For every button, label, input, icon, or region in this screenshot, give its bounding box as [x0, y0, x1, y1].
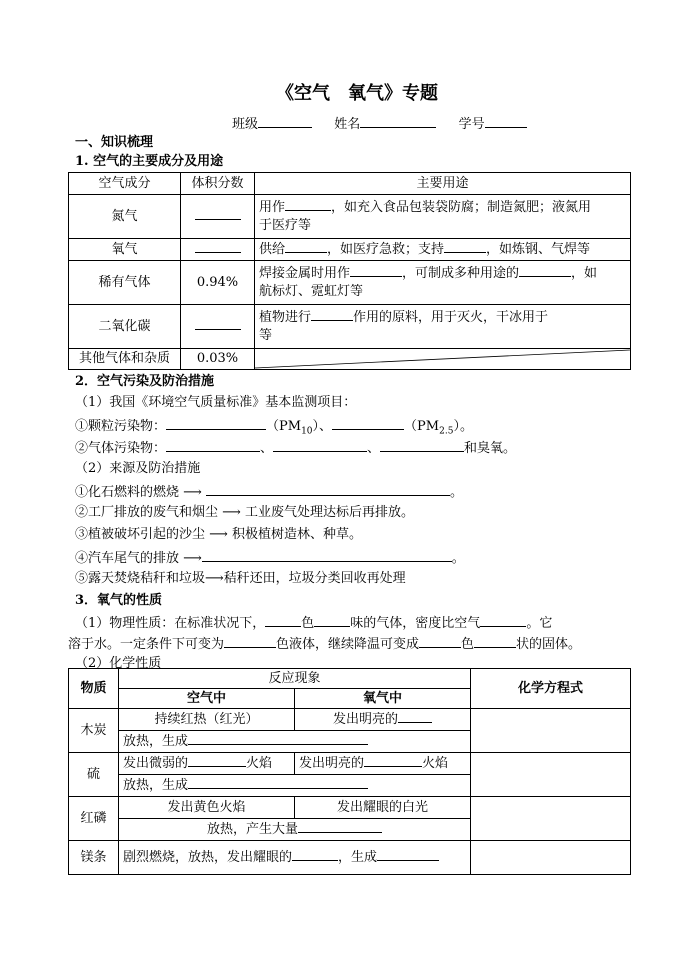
answer-blank[interactable]	[166, 417, 266, 430]
text-line: 溶于水。一定条件下可变为 色液体，继续降温可变成 色 状的固体。	[68, 637, 582, 652]
fraction-cell[interactable]	[181, 239, 255, 261]
answer-blank[interactable]	[206, 483, 450, 496]
answer-blank[interactable]	[380, 439, 464, 452]
subsection-heading: 1. 空气的主要成分及用途	[75, 154, 224, 169]
answer-blank[interactable]	[224, 635, 276, 648]
answer-blank[interactable]	[474, 635, 516, 648]
component-name: 氧气	[69, 239, 181, 261]
arrow-icon: ⟶	[222, 505, 241, 520]
answer-blank[interactable]	[292, 848, 338, 861]
answer-blank[interactable]	[188, 776, 368, 789]
answer-blank[interactable]	[398, 710, 432, 723]
arrow-icon: ⟶	[183, 551, 202, 566]
use-cell: 用作 ，如充入食品包装袋防腐；制造氮肥；液氮用 于医疗等	[255, 195, 631, 239]
class-field[interactable]	[258, 115, 312, 128]
table-header: 空气中	[119, 689, 295, 709]
arrow-icon: ⟶	[209, 527, 228, 542]
text-line: ③植被破坏引起的沙尘 ⟶ 积极植树造林、种草。	[75, 527, 362, 542]
text-line: ⑤露天焚烧秸秆和垃圾⟶秸秆还田，垃圾分类回收再处理	[75, 571, 406, 586]
answer-blank[interactable]	[314, 614, 350, 627]
o2-phenomenon: 发出明亮的 火焰	[295, 753, 471, 775]
table-header: 反应现象	[119, 669, 471, 689]
id-field[interactable]	[485, 115, 527, 128]
answer-blank[interactable]	[332, 417, 404, 430]
answer-blank[interactable]	[350, 264, 402, 277]
text-line: （2）来源及防治措施	[75, 461, 201, 476]
fraction-cell: 0.03%	[181, 349, 255, 370]
answer-blank[interactable]	[298, 820, 382, 833]
arrow-icon: ⟶	[205, 571, 224, 586]
answer-blank[interactable]	[202, 549, 452, 562]
answer-blank[interactable]	[285, 240, 327, 253]
fraction-cell[interactable]	[181, 305, 255, 349]
answer-blank[interactable]	[444, 240, 486, 253]
answer-blank[interactable]	[519, 264, 571, 277]
text-line: ②工厂排放的废气和烟尘 ⟶ 工业废气处理达标后再排放。	[75, 505, 414, 520]
subsection-heading: 3．氧气的性质	[75, 593, 163, 608]
answer-blank[interactable]	[377, 848, 439, 861]
equation-cell[interactable]	[471, 797, 631, 841]
use-cell: 植物进行 作用的原料，用于灭火，干冰用于 等	[255, 305, 631, 349]
student-info	[232, 115, 527, 133]
text-line: （2）化学性质	[75, 656, 162, 671]
answer-blank[interactable]	[166, 439, 260, 452]
equation-cell[interactable]	[471, 841, 631, 875]
common-phenomenon: 放热，生成	[119, 731, 471, 753]
air-composition-table	[68, 172, 631, 370]
answer-blank[interactable]	[273, 439, 367, 452]
oxygen-reaction-table	[68, 668, 631, 875]
equation-cell[interactable]	[471, 709, 631, 753]
air-phenomenon: 发出黄色火焰	[119, 797, 295, 819]
text-line: ①颗粒污染物： $(PM_{10})$、 $(PM_{2.5})$。	[75, 419, 473, 437]
answer-blank[interactable]	[188, 754, 246, 767]
table-header: 物质	[69, 669, 119, 709]
answer-blank[interactable]	[265, 614, 301, 627]
table-header: 氧气中	[295, 689, 471, 709]
component-name: 其他气体和杂质	[69, 349, 181, 370]
fraction-cell[interactable]	[181, 195, 255, 239]
component-name: 氮气	[69, 195, 181, 239]
text-line: ②气体污染物： 、 、 和臭氧。	[75, 441, 517, 456]
text-line: ④汽车尾气的排放 ⟶ 。	[75, 551, 465, 566]
answer-blank[interactable]	[419, 635, 461, 648]
name-label: 姓名	[334, 117, 361, 132]
common-phenomenon: 放热，产生大量	[119, 819, 471, 841]
common-phenomenon: 剧烈燃烧，放热，发出耀眼的 ，生成	[119, 841, 471, 875]
slash-cell	[255, 349, 631, 370]
use-cell: 焊接金属时用作 ，可制成多种用途的 ，如 航标灯、霓虹灯等	[255, 261, 631, 305]
air-phenomenon: 持续红热（红光）	[119, 709, 295, 731]
section-heading: 一、知识梳理	[75, 135, 154, 150]
diagonal-slash	[255, 349, 630, 369]
answer-blank[interactable]	[480, 614, 526, 627]
equation-cell[interactable]	[471, 753, 631, 797]
o2-phenomenon: 发出耀眼的白光	[295, 797, 471, 819]
table-header: 主要用途	[255, 173, 631, 195]
id-label: 学号	[458, 117, 485, 132]
page-title: 《空气 氧气》专题	[276, 83, 438, 104]
common-phenomenon: 放热，生成	[119, 775, 471, 797]
o2-phenomenon: 发出明亮的	[295, 709, 471, 731]
text-line: （1）物理性质：在标准状况下， 色 味的气体，密度比空气 。它	[75, 616, 553, 631]
component-name: 稀有气体	[69, 261, 181, 305]
table-header: 化学方程式	[471, 669, 631, 709]
table-header: 空气成分	[69, 173, 181, 195]
table-header: 体积分数	[181, 173, 255, 195]
use-cell: 供给 ，如医疗急救；支持 ，如炼钢、气焊等	[255, 239, 631, 261]
substance-name: 木炭	[69, 709, 119, 753]
class-label: 班级	[232, 117, 259, 132]
air-phenomenon: 发出微弱的 火焰	[119, 753, 295, 775]
subsection-heading: 2．空气污染及防治措施	[75, 374, 215, 389]
fraction-cell: 0.94%	[181, 261, 255, 305]
name-field[interactable]	[360, 115, 436, 128]
substance-name: 硫	[69, 753, 119, 797]
substance-name: 镁条	[69, 841, 119, 875]
component-name: 二氧化碳	[69, 305, 181, 349]
text-line: （1）我国《环境空气质量标准》基本监测项目：	[75, 395, 357, 410]
answer-blank[interactable]	[311, 308, 353, 321]
answer-blank[interactable]	[285, 198, 331, 211]
answer-blank[interactable]	[364, 754, 422, 767]
arrow-icon: ⟶	[183, 485, 202, 500]
answer-blank[interactable]	[188, 732, 368, 745]
substance-name: 红磷	[69, 797, 119, 841]
text-line: ①化石燃料的燃烧 ⟶ 。	[75, 485, 463, 500]
